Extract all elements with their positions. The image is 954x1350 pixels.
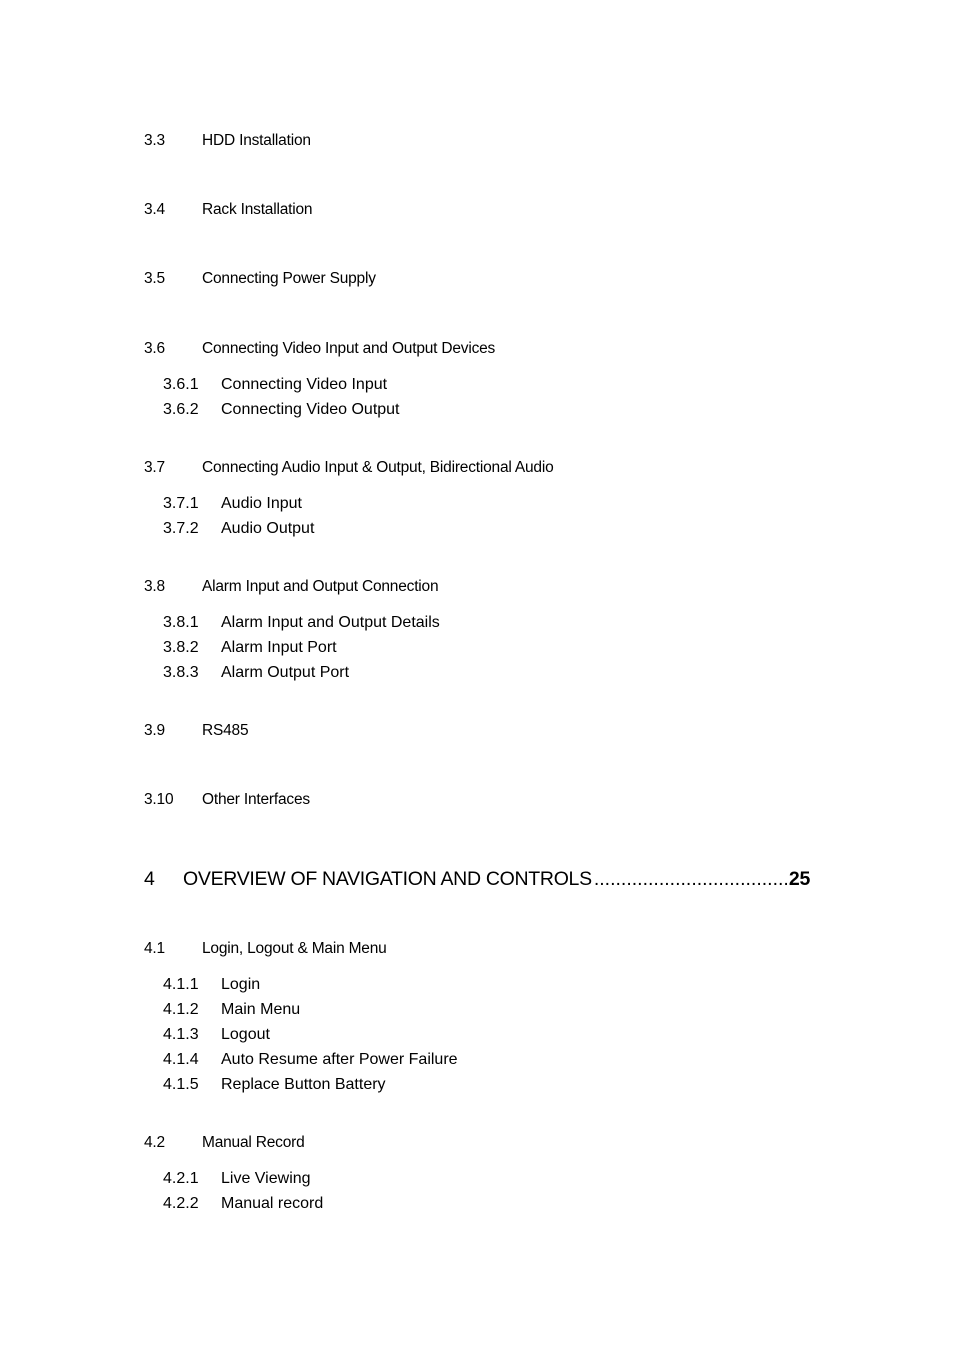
subsection-number: 4.1.2 [163, 1001, 199, 1018]
section-title: RS485 [202, 722, 249, 739]
section-title: Manual Record [202, 1134, 305, 1151]
section-title: Alarm Input and Output Connection [202, 578, 439, 595]
subsection-number: 3.8.2 [163, 639, 199, 656]
section-title: Login, Logout & Main Menu [202, 940, 387, 957]
dot-leader [594, 868, 787, 891]
subsection-title: Logout [221, 1026, 270, 1043]
subsection-number: 4.1.5 [163, 1076, 199, 1093]
subsection-title: Alarm Input Port [221, 639, 337, 656]
subsection-number: 4.2.1 [163, 1170, 199, 1187]
subsection-number: 3.8.1 [163, 614, 199, 631]
section-number: 3.3 [144, 132, 165, 149]
section-title: Connecting Audio Input & Output, Bidirectional Audio [202, 459, 554, 476]
subsection-number: 3.8.3 [163, 664, 199, 681]
section-title: Rack Installation [202, 201, 313, 218]
section-number: 3.9 [144, 722, 165, 739]
subsection-title: Alarm Input and Output Details [221, 614, 440, 631]
subsection-number: 3.6.2 [163, 401, 199, 418]
section-title: Other Interfaces [202, 791, 310, 808]
subsection-title: Manual record [221, 1195, 324, 1212]
page-number: 25 [788, 868, 810, 890]
subsection-title: Connecting Video Input [221, 376, 388, 393]
subsection-title: Replace Button Battery [221, 1076, 386, 1093]
subsection-title: Auto Resume after Power Failure [221, 1051, 458, 1068]
section-title: Connecting Power Supply [202, 270, 376, 287]
section-title: Connecting Video Input and Output Devices [202, 340, 496, 357]
chapter-title: OVERVIEW OF NAVIGATION AND CONTROLS [183, 868, 592, 890]
section-title: HDD Installation [202, 132, 311, 149]
subsection-number: 3.7.1 [163, 495, 199, 512]
section-number: 3.4 [144, 201, 165, 218]
section-number: 3.6 [144, 340, 165, 357]
subsection-title: Audio Input [221, 495, 302, 512]
section-number: 3.10 [144, 791, 174, 808]
subsection-title: Live Viewing [221, 1170, 311, 1187]
section-number: 4.1 [144, 940, 165, 957]
section-number: 4.2 [144, 1134, 165, 1151]
subsection-title: Main Menu [221, 1001, 301, 1018]
subsection-title: Audio Output [221, 520, 315, 537]
subsection-title: Alarm Output Port [221, 664, 350, 681]
section-number: 3.7 [144, 459, 165, 476]
subsection-title: Connecting Video Output [221, 401, 400, 418]
subsection-number: 4.2.2 [163, 1195, 199, 1212]
subsection-number: 4.1.1 [163, 976, 199, 993]
subsection-number: 3.7.2 [163, 520, 199, 537]
subsection-number: 4.1.3 [163, 1026, 199, 1043]
subsection-number: 3.6.1 [163, 376, 199, 393]
subsection-title: Login [221, 976, 261, 993]
subsection-number: 4.1.4 [163, 1051, 199, 1068]
section-number: 3.8 [144, 578, 165, 595]
toc-chapter-4[interactable] [144, 868, 810, 891]
section-number: 3.5 [144, 270, 165, 287]
chapter-number: 4 [144, 868, 155, 890]
